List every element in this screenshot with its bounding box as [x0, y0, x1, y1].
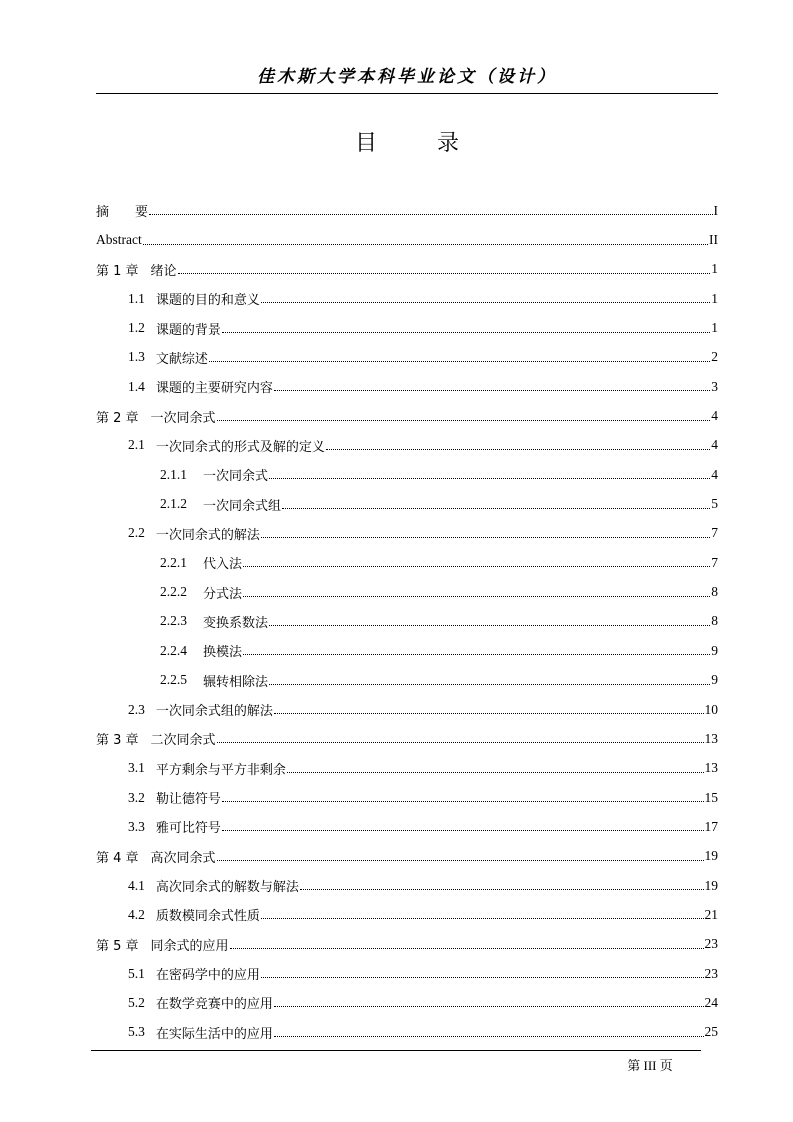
- toc-entry-title: Abstract: [96, 232, 142, 248]
- toc-entry-page: 4: [711, 437, 718, 453]
- toc-entry[interactable]: [96, 871, 718, 900]
- toc-entry-number: 5.3: [128, 1024, 145, 1040]
- toc-entry-page: 7: [711, 525, 718, 541]
- toc-entry-title: 一次同余式组: [203, 498, 282, 514]
- toc-dot-leader: [217, 420, 711, 421]
- toc-dot-leader: [149, 214, 712, 215]
- toc-entry-page: 8: [711, 613, 718, 629]
- toc-entry[interactable]: [96, 930, 718, 959]
- toc-entry-number: 5.2: [128, 994, 145, 1010]
- toc-entry-title: 在实际生活中的应用: [155, 1026, 273, 1042]
- toc-entry-title: 课题的目的和意义: [155, 293, 260, 309]
- footer-divider: [91, 1050, 701, 1051]
- toc-entry-number: 第 3 章: [96, 733, 139, 749]
- toc-entry-page: 7: [711, 554, 718, 570]
- toc-entry-title: 分式法: [203, 586, 243, 602]
- toc-entry-page: 2: [711, 349, 718, 365]
- toc-entry-title: 课题的背景: [155, 322, 221, 338]
- toc-entry[interactable]: [96, 460, 718, 489]
- toc-dot-leader: [222, 830, 704, 831]
- toc-entry-title: 雅可比符号: [155, 821, 221, 837]
- toc-heading-left: 目: [354, 131, 377, 156]
- toc-entry[interactable]: [96, 1018, 718, 1047]
- toc-entry-number: 1.3: [128, 349, 145, 365]
- toc-entry-page: 9: [711, 672, 718, 688]
- header-divider: [96, 93, 718, 94]
- toc-entry-number: 第 5 章: [96, 938, 139, 954]
- toc-entry-number: 2.2.2: [160, 584, 187, 600]
- toc-entry-number: 4.2: [128, 906, 145, 922]
- toc-entry[interactable]: [96, 959, 718, 988]
- toc-entry-page: 3: [711, 378, 718, 394]
- toc-entry-number: 5.1: [128, 965, 145, 981]
- toc-entry-page: II: [709, 232, 718, 248]
- toc-dot-leader: [243, 566, 710, 567]
- toc-entry-number: 2.1.2: [160, 496, 187, 512]
- toc-entry-page: 1: [711, 320, 718, 336]
- toc-entry[interactable]: [96, 812, 718, 841]
- toc-entry-page: I: [713, 202, 718, 218]
- toc-entry[interactable]: [96, 225, 718, 254]
- toc-heading-right: 录: [437, 131, 460, 156]
- toc-dot-leader: [274, 1006, 704, 1007]
- toc-entry[interactable]: [96, 783, 718, 812]
- toc-entry-number: 2.3: [128, 701, 145, 717]
- toc-entry-number: 3.3: [128, 818, 145, 834]
- toc-entry-number: 2.2.4: [160, 642, 187, 658]
- toc-entry-number: 3.2: [128, 789, 145, 805]
- toc-entry-title: 一次同余式组的解法: [155, 704, 273, 720]
- toc-dot-leader: [243, 596, 710, 597]
- toc-entry-page: 13: [704, 730, 718, 746]
- toc-entry-number: 2.2.5: [160, 672, 187, 688]
- toc-entry-page: 1: [711, 261, 718, 277]
- toc-dot-leader: [261, 302, 710, 303]
- toc-entry[interactable]: [96, 695, 718, 724]
- toc-entry-page: 1: [711, 290, 718, 306]
- toc-entry-title: 二次同余式: [150, 733, 216, 749]
- toc-entry-title: 摘 要: [96, 205, 149, 221]
- toc-entry-number: 第 2 章: [96, 410, 139, 426]
- toc-dot-leader: [217, 742, 704, 743]
- toc-dot-leader: [300, 889, 704, 890]
- toc-entry-number: 1.2: [128, 320, 145, 336]
- toc-dot-leader: [222, 801, 704, 802]
- toc-entry-page: 10: [704, 701, 718, 717]
- toc-entry[interactable]: [96, 284, 718, 313]
- toc-entry-title: 在数学竞赛中的应用: [155, 997, 273, 1013]
- toc-entry[interactable]: [96, 666, 718, 695]
- toc-dot-leader: [217, 860, 704, 861]
- toc-entry[interactable]: [96, 401, 718, 430]
- toc-entry[interactable]: [96, 255, 718, 284]
- toc-entry-number: 2.1: [128, 437, 145, 453]
- toc-entry-title: 换模法: [203, 645, 243, 661]
- toc-entry-number: 3.1: [128, 760, 145, 776]
- toc-entry-page: 17: [704, 818, 718, 834]
- toc-dot-leader: [261, 918, 704, 919]
- toc-entry-title: 代入法: [203, 557, 243, 573]
- page-number: 第 III 页: [627, 1058, 673, 1073]
- toc-entry-page: 21: [704, 906, 718, 922]
- toc-entry[interactable]: [96, 431, 718, 460]
- toc-entry-page: 8: [711, 584, 718, 600]
- toc-entry[interactable]: [96, 548, 718, 577]
- toc-entry-page: 9: [711, 642, 718, 658]
- toc-entry-number: 1.4: [128, 378, 145, 394]
- toc-entry-title: 一次同余式的解法: [155, 527, 260, 543]
- toc-entry-number: 第 1 章: [96, 263, 139, 279]
- toc-entry-page: 23: [704, 965, 718, 981]
- table-of-contents: [96, 196, 718, 1047]
- toc-entry-page: 23: [704, 936, 718, 952]
- toc-entry-number: 2.2.1: [160, 554, 187, 570]
- toc-entry-title: 在密码学中的应用: [155, 968, 260, 984]
- toc-entry[interactable]: [96, 842, 718, 871]
- toc-entry-page: 4: [711, 408, 718, 424]
- toc-entry-number: 2.2.3: [160, 613, 187, 629]
- toc-entry[interactable]: [96, 343, 718, 372]
- toc-dot-leader: [269, 684, 710, 685]
- toc-dot-leader: [230, 948, 704, 949]
- toc-entry-number: 第 4 章: [96, 850, 139, 866]
- toc-dot-leader: [274, 390, 710, 391]
- toc-entry[interactable]: [96, 724, 718, 753]
- toc-entry-page: 19: [704, 877, 718, 893]
- toc-dot-leader: [274, 1036, 704, 1037]
- toc-entry[interactable]: [96, 900, 718, 929]
- toc-entry[interactable]: [96, 489, 718, 518]
- toc-dot-leader: [261, 977, 704, 978]
- toc-entry[interactable]: [96, 577, 718, 606]
- toc-entry[interactable]: [96, 313, 718, 342]
- toc-dot-leader: [143, 244, 708, 245]
- toc-entry-page: 25: [704, 1024, 718, 1040]
- toc-entry-title: 辗转相除法: [203, 674, 269, 690]
- toc-entry[interactable]: [96, 636, 718, 665]
- toc-entry-title: 一次同余式的形式及解的定义: [155, 439, 325, 455]
- toc-entry[interactable]: [96, 519, 718, 548]
- toc-dot-leader: [243, 654, 710, 655]
- toc-entry-page: 19: [704, 848, 718, 864]
- toc-entry-number: 2.2: [128, 525, 145, 541]
- toc-heading: [96, 126, 718, 157]
- toc-entry-page: 15: [704, 789, 718, 805]
- toc-entry[interactable]: [96, 607, 718, 636]
- toc-entry-title: 勒让德符号: [155, 792, 221, 808]
- toc-entry-title: 变换系数法: [203, 615, 269, 631]
- toc-entry-title: 一次同余式: [150, 410, 216, 426]
- toc-entry-title: 文献综述: [155, 351, 208, 367]
- toc-dot-leader: [274, 713, 704, 714]
- toc-dot-leader: [326, 449, 710, 450]
- toc-entry-title: 高次同余式的解数与解法: [155, 880, 299, 896]
- toc-entry-page: 5: [711, 496, 718, 512]
- toc-entry-page: 13: [704, 760, 718, 776]
- toc-dot-leader: [287, 772, 704, 773]
- toc-dot-leader: [269, 478, 710, 479]
- toc-entry-title: 高次同余式: [150, 850, 216, 866]
- toc-dot-leader: [209, 361, 710, 362]
- toc-entry-page: 4: [711, 466, 718, 482]
- toc-entry-title: 一次同余式: [203, 469, 269, 485]
- toc-entry-title: 平方剩余与平方非剩余: [155, 762, 286, 778]
- toc-entry[interactable]: [96, 372, 718, 401]
- toc-entry-number: 4.1: [128, 877, 145, 893]
- toc-entry-number: 1.1: [128, 290, 145, 306]
- toc-entry-page: 24: [704, 994, 718, 1010]
- toc-dot-leader: [222, 332, 710, 333]
- toc-dot-leader: [282, 508, 710, 509]
- toc-entry[interactable]: [96, 196, 718, 225]
- toc-entry[interactable]: [96, 988, 718, 1017]
- toc-entry-title: 绪论: [150, 263, 177, 279]
- toc-dot-leader: [261, 537, 710, 538]
- toc-entry-title: 同余式的应用: [150, 938, 229, 954]
- toc-entry-title: 质数模同余式性质: [155, 909, 260, 925]
- toc-dot-leader: [178, 273, 711, 274]
- toc-entry-title: 课题的主要研究内容: [155, 381, 273, 397]
- toc-dot-leader: [269, 625, 710, 626]
- running-header-title: 佳木斯大学本科毕业论文（设计）: [257, 67, 557, 87]
- toc-entry-number: 2.1.1: [160, 466, 187, 482]
- toc-entry[interactable]: [96, 754, 718, 783]
